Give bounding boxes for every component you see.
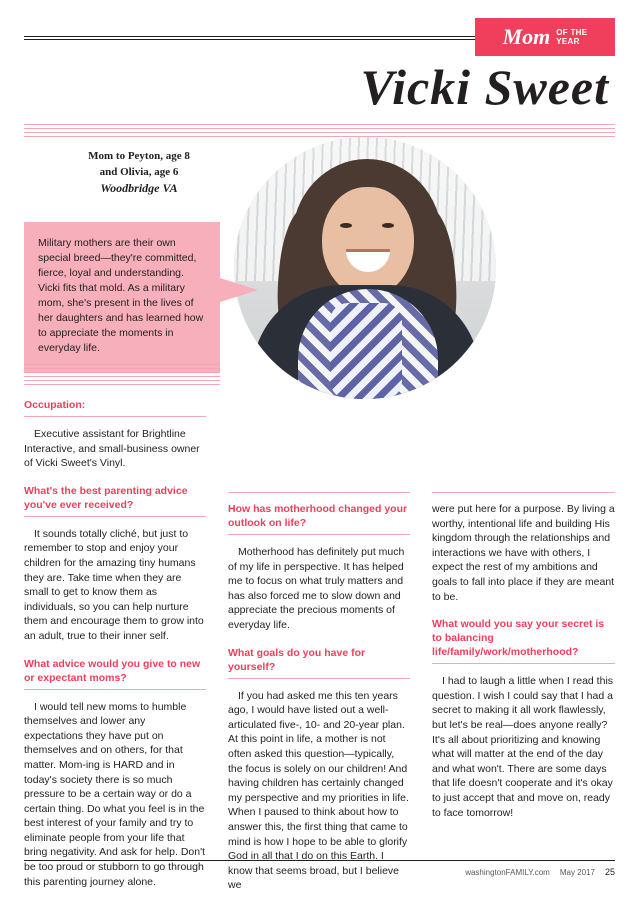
subject-portrait-photo	[234, 137, 496, 399]
pull-quote-dotted-fill	[24, 364, 220, 388]
section-heading: What would you say your secret is to balancing life/family/work/motherhood?	[432, 618, 605, 659]
pull-quote-box: Military mothers are their own special breed—they're committed, fierce, loyal and understanding. Vicki fits that mold. As a military mom, she's present in the lives of her daughters and has learned how to appreciate the moments in everyday life.	[24, 222, 220, 372]
section-advice-new-moms	[24, 657, 206, 890]
pull-quote-pointer	[220, 278, 258, 302]
subject-children-line-1: Mom to Peyton, age 8	[88, 150, 190, 162]
portrait-eye-left	[340, 223, 352, 228]
badge-of-the-label: OF THE	[556, 28, 588, 37]
column-three	[432, 492, 615, 833]
section-heading: What goals do you have for yourself?	[228, 646, 366, 673]
section-paragraph: I had to laugh a little when I read this question. I wish I could say that I had a secret to making it all work flawlessly, but let's be real—does anyone really? It's all about prioritizing and knowing what will matter at the end of the day and what won't. There are some days that life doesn't cooperate and it's okay to just accept that and move on, ready to face tomorrow!	[432, 675, 614, 819]
section-paragraph: It sounds totally cliché, but just to remember to stop and enjoy your children for the amazing tiny humans they are. Take time when they are small to get to know them as individuals, so you can help nurture them and encourage them to grow into an adult, true to their inner self.	[24, 527, 204, 642]
section-paragraph: If you had asked me this ten years ago, I would have listed out a well-articulated five-, 10- and 20-year plan. At this point in life, a mother is not often asked this question—typically, the focus is solely on our children! And having children has certainly changed my perspective and my priorities in life. When I paused to think about how to answer this, the first thing that came to mind is how I hope to be able to glorify God in all that I do on this Earth. I know that seems broad, but I believe we	[228, 689, 409, 892]
subject-city: Woodbridge VA	[100, 181, 178, 195]
portrait-eye-right	[382, 223, 394, 228]
section-heading: Occupation:	[24, 399, 86, 411]
column-one	[24, 398, 206, 902]
section-divider	[24, 416, 206, 420]
section-paragraph: I would tell new moms to humble themselves and lower any expectations they have put on themselves and on others, for that matter. Mom-ing is HARD and in today's society there is so much pressure to be a certain way or do a certain thing. Do what you feel is in the best interest of your family and try to eliminate people from your life that bring negativity. And ask for help. Don't be too proud or stubborn to go through this parenting journey alone.	[24, 700, 205, 888]
section-occupation	[24, 398, 206, 471]
section-goals-continued	[432, 492, 615, 604]
badge-of-the-year-label	[556, 28, 587, 46]
footer-rule	[24, 860, 615, 861]
section-goals	[228, 646, 410, 893]
section-divider	[432, 663, 615, 667]
section-divider	[228, 534, 410, 538]
footer-website: washingtonFAMILY.com	[465, 868, 550, 877]
mom-of-the-year-badge	[475, 18, 615, 56]
subject-children-line-2: and Olivia, age 6	[99, 166, 179, 178]
section-paragraph: were put here for a purpose. By living a worthy, intentional life and building His kingdom through the relationships and interactions we have with others, I expect the rest of my ambitions and goals to fall into place if they are meant to be.	[432, 503, 615, 603]
badge-year-label: YEAR	[556, 37, 580, 46]
section-heading: What's the best parenting advice you've ever received?	[24, 484, 188, 511]
section-divider-top	[228, 492, 410, 496]
section-heading: What advice would you give to new or expectant moms?	[24, 657, 201, 684]
portrait-face	[322, 187, 414, 297]
page-footer	[465, 867, 615, 877]
section-divider	[24, 689, 206, 693]
section-best-parenting-advice	[24, 484, 206, 644]
page-title: Vicki Sweet	[360, 59, 609, 115]
badge-mom-label: Mom	[502, 24, 551, 49]
subject-details	[34, 148, 244, 196]
section-balance-secret	[432, 617, 615, 820]
section-heading: How has motherhood changed your outlook on life?	[228, 503, 408, 529]
section-divider	[228, 678, 410, 682]
portrait-scarf-fold	[330, 303, 402, 399]
section-motherhood-outlook	[228, 492, 410, 633]
section-divider-top	[432, 492, 615, 496]
title-dotted-divider	[24, 124, 615, 137]
section-paragraph: Executive assistant for Brightline Interactive, and small-business owner of Vicki Sweet's Vinyl.	[24, 428, 200, 470]
footer-page-number: 25	[604, 867, 615, 877]
section-divider	[24, 516, 206, 520]
section-paragraph: Motherhood has definitely put much of my life in perspective. It has helped me to focus on what truly matters and has also forced me to slow down and appreciate the precious moments of everyday life.	[228, 546, 405, 631]
footer-issue-date: May 2017	[559, 868, 595, 877]
column-two	[228, 492, 410, 906]
